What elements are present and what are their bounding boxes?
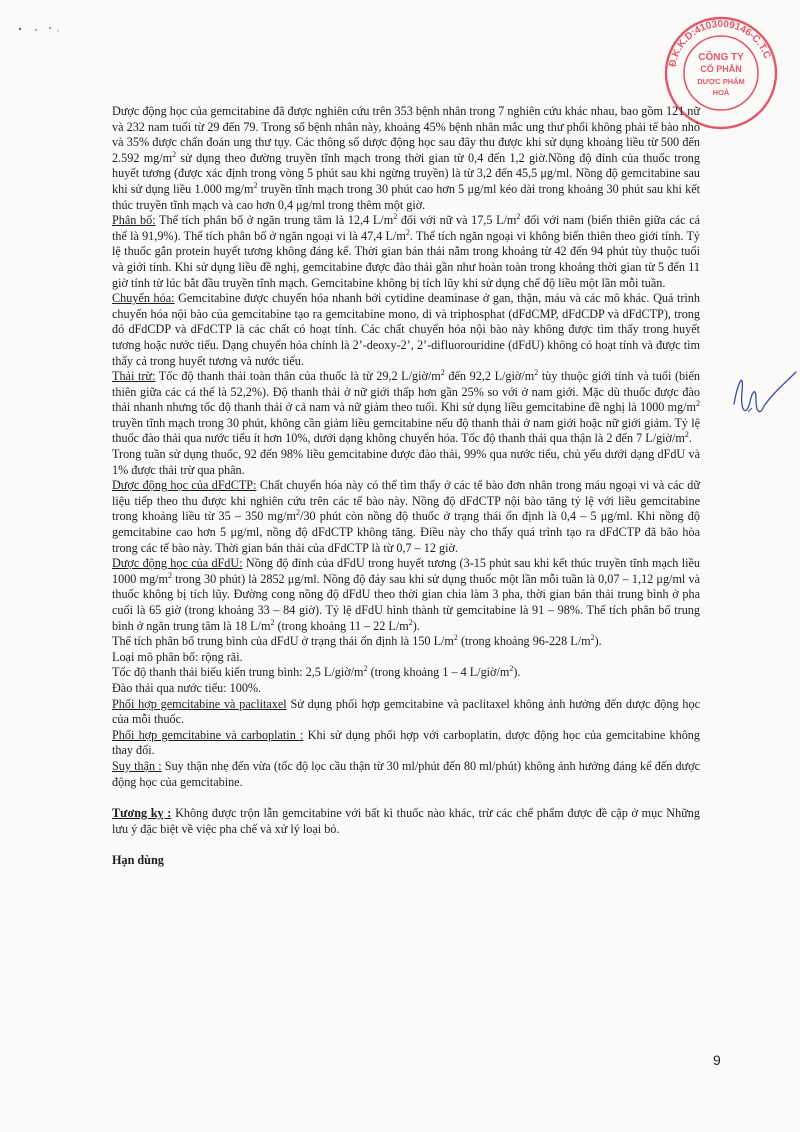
seal-ring-text: Đ.K.K.D:4103009146-C.T.C [667,18,773,68]
paragraph-metabolism: Chuyển hóa: Gemcitabine được chuyển hóa nhanh bởi cytidine deaminase ở gan, thận, máu và các mô khác. Quá trình chuyển hóa nội bào của gemcitabine tạo ra gemcitabine mono, di và triphosphat (dFdCMP, dFdCDP và dFdCTP), trong đó dFdCDP và dFdCTP là các chất có hoạt tính. Các chất chuyển hóa nội bào này không được tìm thấy trong huyết tương hoặc nước tiểu. Dạng chuyển hóa chính là 2’-deoxy-2’, 2’-difluorouridine (dFdU) không có hoạt tính và được tìm thấy cả trong huyết tương và nước tiểu. [112,291,700,368]
handwritten-signature [730,362,800,442]
paragraph-pharmacokinetics-intro: Dược động học của gemcitabine đã được nghiên cứu trên 353 bệnh nhân trong 7 nghiên cứu khác nhau, bao gồm 121 nữ và 232 nam tuổi từ 29 đến 79. Trong số bệnh nhân này, khoảng 45% bệnh nhân mắc ung thư phổi không phải tế bào nhỏ và 35% được chẩn đoán ung thư tụy. Các thông số dược động học sau đây thu được khi sử dụng khoảng liều từ 500 đến 2.592 $mg/m^2$ sử dụng theo đường truyền tĩnh mạch trong thời gian từ 0,4 đến 1,2 giờ.Nồng độ đỉnh của thuốc trong huyết tương (được xác định trong vòng 5 phút sau khi ngừng truyền) là từ 3,2 đến 45,5 μg/ml. Nồng độ gemcitabine sau khi sử dụng liều 1.000 $mg/m^2$ truyền tĩnh mạch trong 30 phút cao hơn 5 μg/ml kéo dài trong khoảng 30 phút sau khi kết thúc truyền tĩnh mạch và cao hơn 0,4 μg/ml trong thêm một giờ. [112,104,700,212]
heading-shelf-life: Hạn dùng [112,853,164,868]
seal-line-4: HOÀ [712,88,730,97]
paragraph-carboplatin: Phối hợp gemcitabine và carboplatin : Khi sử dụng phối hợp với carboplatin, dược động học của gemcitabine không thay đổi. [112,727,700,758]
seal-line-3: DƯỢC PHẨM [697,77,745,86]
label-dfdu: Dược động học của dFdU: [112,556,243,571]
label-elimination: Thải trừ: [112,369,156,384]
paragraph-dfdctp: Dược động học của dFdCTP: Chất chuyển hóa này có thể tìm thấy ở các tế bào đơn nhân trong máu ngoại vi và các dữ liệu tiếp theo thu được khi nghiên cứu trên các tế bào này. Nồng độ dFdCTP nội bào tăng tỷ lệ với liều gemcitabine trong khoảng liều từ 35 – 350 $mg/m^2/30$ phút còn nồng độ thuốc ở trạng thái ổn định là 0,4 – 5 μg/ml. Khi nồng độ gemcitabine cao hơn 5 μg/ml, nồng độ dFdCTP không tăng. Điều này cho thấy quá trình tạo ra dFdCTP đã bão hòa trong các tế bào này. Thời gian bán thải của dFdCTP là từ 0,7 – 12 giờ. [112,478,700,555]
paragraph-paclitaxel: Phối hợp gemcitabine và paclitaxel Sử dụng phối hợp gemcitabine và paclitaxel không ảnh hưởng đến dược động học của mỗi thuốc. [112,696,700,727]
label-incompatibilities: Tương kỵ : [112,806,172,821]
label-carboplatin: Phối hợp gemcitabine và carboplatin : [112,727,304,742]
label-paclitaxel: Phối hợp gemcitabine và paclitaxel [112,696,287,711]
paragraph-dfdu-volume: Thể tích phân bố trung bình của dFdU ở trạng thái ổn định là 150 $L/m^2$ (trong khoảng 96-228 $L/m^2$). [112,633,602,649]
label-distribution: Phân bố: [112,213,156,228]
paragraph-distribution: Phân bố: Thể tích phân bố ở ngăn trung tâm là 12,4 $L/m^2$ đối với nữ và 17,5 $L/m^2$ đối với nam (biến thiên giữa các cá thể là 91,9%). Thể tích phân bố ở ngăn ngoại vi là 47,4 $L/m^2$. Thể tích ngăn ngoại vi không biến thiên theo giới tính. Tỷ lệ thuốc gắn protein huyết tương không đáng kể. Thời gian bán thải nằm trong khoảng từ 42 đến 94 phút tùy thuộc tuổi và giới tính. Khi sử dụng liều đề nghị, gemcitabine được đào thải gần như hoàn toàn trong khoảng thời gian từ 5 đến 11 giờ tính từ lúc bắt đầu truyền tĩnh mạch. Gemcitabine không bị tích lũy khi sử dụng chế độ liều một lần mỗi tuần. [112,212,701,290]
seal-line-1: CÔNG TY [698,52,744,63]
paragraph-urinary-excretion: Đào thải qua nước tiểu: 100%. [112,680,262,695]
scan-specks [6,24,66,36]
paragraph-renal-impairment: Suy thận : Suy thận nhẹ đến vừa (tốc độ lọc cầu thận từ 30 ml/phút đến 80 ml/phút) không ảnh hưởng đáng kể đến dược động học của gemcitabine. [112,758,700,789]
paragraph-weekly-elimination: Trong tuần sử dụng thuốc, 92 đến 98% liều gemcitabine được đào thải, 99% qua nước tiểu, chủ yếu dưới dạng dFdU và 1% được thải trừ qua phân. [112,447,700,477]
paragraph-tissue-distribution: Loại mô phân bố: rộng rãi. [112,649,243,664]
label-metabolism: Chuyển hóa: [112,291,175,306]
label-renal-impairment: Suy thận : [112,758,162,773]
paragraph-elimination: Thải trừ: Tốc độ thanh thải toàn thân của thuốc là từ 29,2 $L/giờ/m^2$ đến 92,2 $L/giờ/m^2$ tùy thuộc giới tính và tuổi (biến thiên giữa các cá thể là 52,2%). Độ thanh thải ở nữ giới thấp hơn gần 25% so với ở nam giới. Mặc dù thuốc được đào thải nhanh nhưng tốc độ thanh thải ở cả nam và nữ giảm theo tuổi. Khi sử dụng liều gemcitabine đề nghị là 1000 $mg/m^2$ truyền tĩnh mạch trong 30 phút, không cần giảm liều gemcitabine nếu độ thanh thải ở nam giới hoặc nữ giới giảm. Tỷ lệ thuốc đào thải qua nước tiểu ít hơn 10%, dưới dạng không chuyển hóa. Tốc độ thanh thải qua thận là 2 đến 7 $L/giờ/m^2$. [112,368,700,446]
paragraph-dfdu: Dược động học của dFdU: Nồng độ đỉnh của dFdU trong huyết tương (3-15 phút sau khi kết thúc truyền tĩnh mạch liều 1000 $mg/m^2$ trong 30 phút) là 2852 μg/ml. Nồng độ đáy sau khi sử dụng thuốc một lần mỗi tuần là 0,07 – 1,12 μg/ml và thuốc không bị tích lũy. Đường cong nồng độ dFdU theo thời gian chia làm 3 pha, thời gian bán thải trung bình ở pha cuối là 65 giờ (trong khoảng 33 – 84 giờ). Tỷ lệ dFdU hình thành từ gemcitabine là 91 – 98%. Thể tích phân bố trung bình ở ngăn trung tâm là 18 $L/m^2$ (trong khoảng 11 – 22 $L/m^2$). [112,556,700,633]
page-number: 9 [713,1052,721,1068]
document-body [112,104,700,869]
paragraph-incompatibilities: Tương kỵ : Không được trộn lẫn gemcitabine với bất kì thuốc nào khác, trừ các chế phẩm được đề cập ở mục Những lưu ý đặc biệt về việc pha chế và xử lý loại bỏ. [112,806,700,836]
seal-line-2: CỔ PHẦN [700,64,742,74]
paragraph-apparent-clearance: Tốc độ thanh thải biểu kiến trung bình: 2,5 $L/giờ/m^2$ (trong khoảng 1 – 4 $L/giờ/m^2$). [112,664,521,680]
label-dfdctp: Dược động học của dFdCTP: [112,478,257,493]
